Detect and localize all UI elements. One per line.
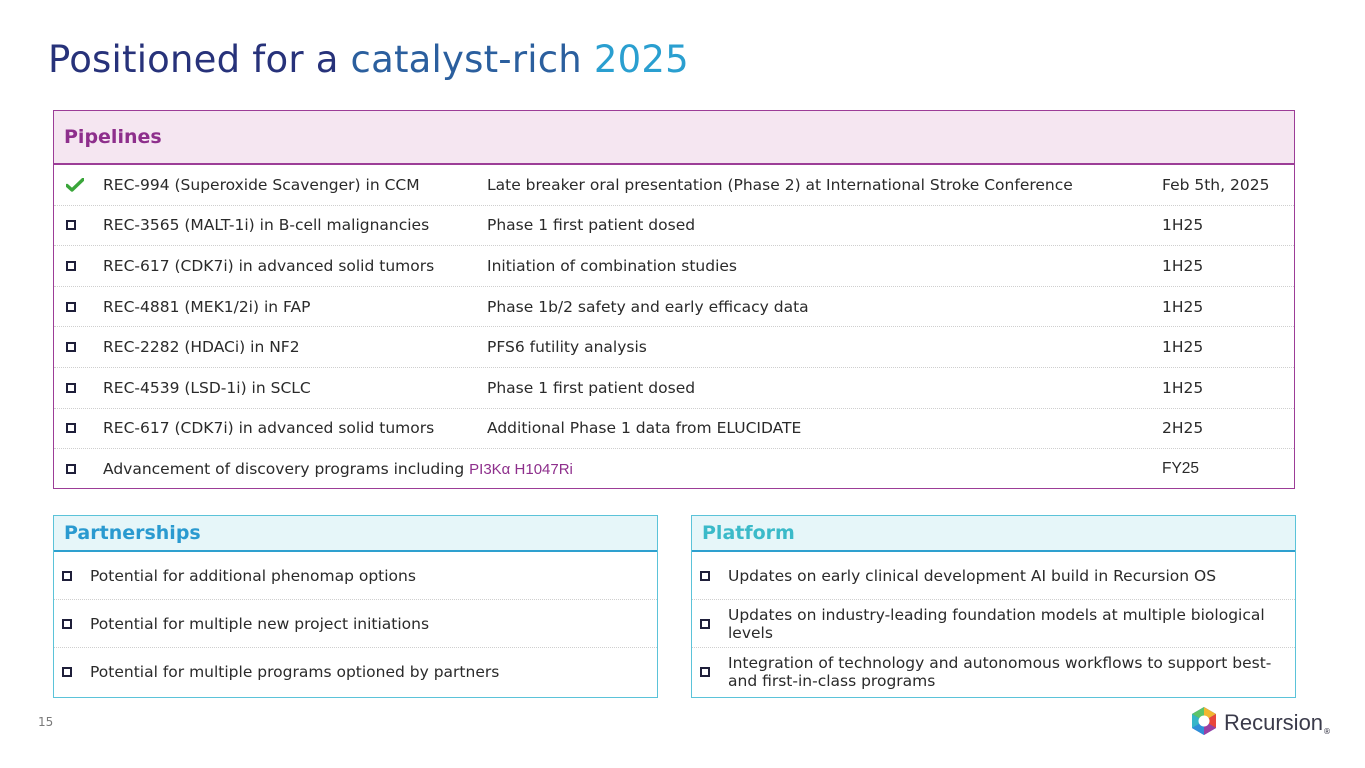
pipeline-program: REC-4881 (MEK1/2i) in FAP [103,297,311,316]
checkbox-icon [66,460,76,478]
checkbox-icon [62,663,72,681]
pipeline-milestone: Late breaker oral presentation (Phase 2) at International Stroke Conference [487,175,1073,194]
list-item-text: Integration of technology and autonomous workflows to support best- and first-in-class programs [728,654,1272,690]
pipeline-row [54,368,1294,409]
pipeline-milestone: Initiation of combination studies [487,256,737,275]
program-highlight: PI3Kα H1047Ri [469,461,573,479]
pipeline-row [54,287,1294,328]
checkbox-icon [66,379,76,397]
checkmark-icon [66,178,84,192]
checkbox-icon [66,298,76,316]
checkbox-icon [66,338,76,356]
list-item-text: Updates on early clinical development AI build in Recursion OS [728,566,1217,585]
logo-wordmark: Recursion [1224,710,1324,735]
pipeline-row [54,246,1294,287]
pipeline-milestone: PFS6 futility analysis [487,338,647,357]
pipeline-program: REC-617 (CDK7i) in advanced solid tumors [103,256,435,275]
pipeline-program: REC-4539 (LSD-1i) in SCLC [103,378,311,397]
pipeline-program: REC-617 (CDK7i) in advanced solid tumors [103,419,435,438]
checkbox-icon [62,567,72,585]
list-item [692,600,1295,648]
pipeline-row [54,409,1294,450]
list-item [692,648,1295,696]
checkbox-icon [66,257,76,275]
page-title [48,38,689,81]
partnerships-panel [53,515,658,698]
pipeline-milestone: Phase 1 first patient dosed [487,216,696,235]
list-item [54,648,657,696]
title-part-2: catalyst-rich [350,38,594,81]
pipeline-row [54,449,1294,490]
pipeline-timing: 1H25 [1162,338,1204,357]
pipeline-milestone: Phase 1 first patient dosed [487,378,696,397]
pipeline-program: REC-2282 (HDACi) in NF2 [103,338,300,357]
pipeline-milestone: Additional Phase 1 data from ELUCIDATE [487,419,802,438]
pipeline-program [103,460,573,478]
list-item [54,600,657,648]
platform-list [692,552,1295,696]
pipeline-timing: FY25 [1162,460,1200,478]
program-text: Advancement of discovery programs including [103,460,470,479]
pipeline-timing: 1H25 [1162,256,1204,275]
pipeline-timing: 2H25 [1162,419,1204,438]
pipeline-row [54,165,1294,206]
recursion-logo [1190,706,1331,740]
pipelines-heading: Pipelines [54,111,1294,165]
platform-heading: Platform [692,516,1295,552]
pipelines-rows [54,165,1294,490]
title-part-3: 2025 [593,38,689,81]
platform-panel [691,515,1296,698]
pipeline-program: REC-994 (Superoxide Scavenger) in CCM [103,175,420,194]
checkbox-icon [700,615,710,633]
checkbox-icon [62,615,72,633]
checkbox-icon [66,216,76,234]
recursion-hex-icon [1190,706,1218,740]
pipeline-row [54,206,1294,247]
pipeline-timing: 1H25 [1162,378,1204,397]
checkbox-icon [66,419,76,437]
pipelines-table [53,110,1295,489]
pipeline-milestone: Phase 1b/2 safety and early efficacy data [487,297,809,316]
pipeline-timing: 1H25 [1162,216,1204,235]
partnerships-heading: Partnerships [54,516,657,552]
checkbox-icon [700,663,710,681]
title-part-1: Positioned for a [48,38,351,81]
list-item-text: Updates on industry-leading foundation models at multiple biological levels [728,605,1265,642]
list-item-text: Potential for multiple new project initiations [90,614,430,633]
list-item [692,552,1295,600]
list-item [54,552,657,600]
partnerships-list [54,552,657,696]
pipeline-row [54,327,1294,368]
page-number: 15 [38,715,54,729]
list-item-text: Potential for additional phenomap options [90,566,416,585]
pipeline-timing: Feb 5th, 2025 [1162,175,1270,194]
list-item-text: Potential for multiple programs optioned by partners [90,663,500,681]
checkbox-icon [700,567,710,585]
pipeline-program: REC-3565 (MALT-1i) in B-cell malignancies [103,216,430,235]
pipeline-timing: 1H25 [1162,297,1204,316]
logo-registered-mark: ® [1323,727,1332,736]
